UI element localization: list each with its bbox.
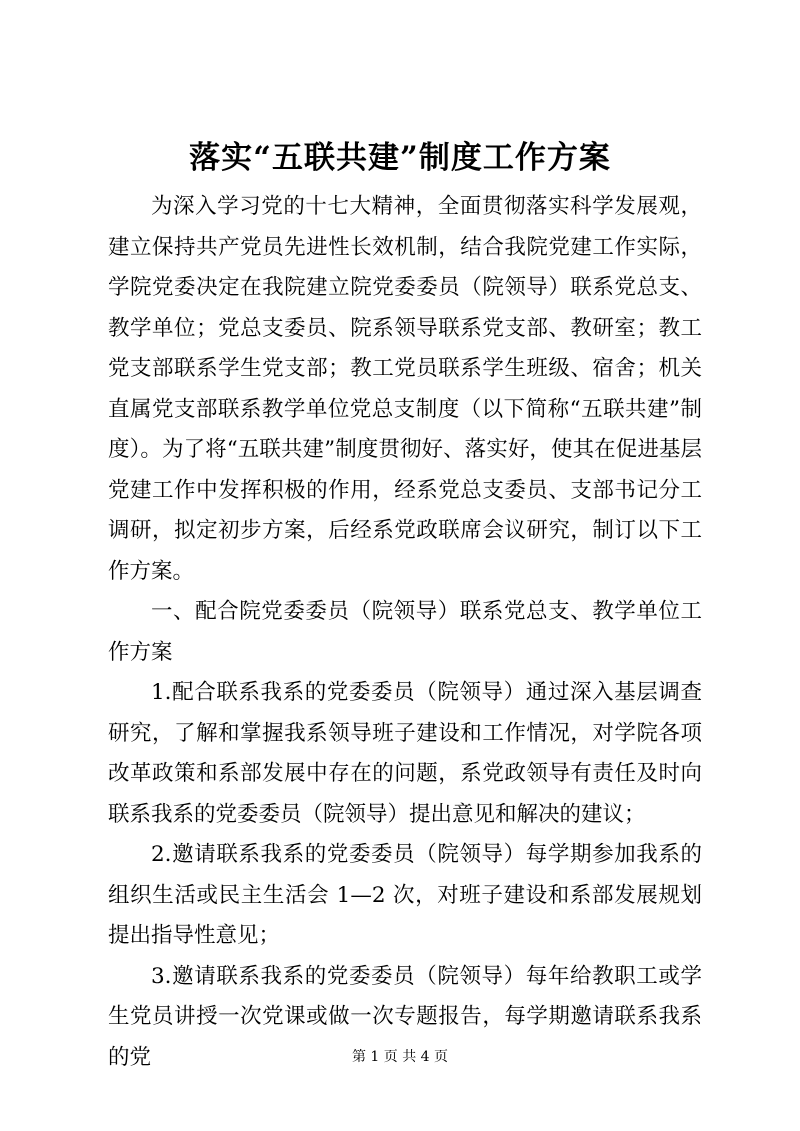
paragraph-item-3: 3.邀请联系我系的党委委员（院领导）每年给教职工或学生党员讲授一次党课或做一次专题报告，每学期邀请联系我系的党 bbox=[108, 963, 702, 1070]
section-heading-1: 一、配合院党委委员（院领导）联系党总支、教学单位工作方案 bbox=[108, 599, 702, 665]
page-number-footer: 第 1 页 共 4 页 bbox=[351, 1049, 449, 1065]
document-body bbox=[108, 187, 702, 1078]
paragraph-item-1: 1.配合联系我系的党委委员（院领导）通过深入基层调查研究，了解和掌握我系领导班子建设和工作情况，对学院各项改革政策和系部发展中存在的问题，系党政领导有责任及时向联系我系的党委委员（院领导）提出意见和解决的建议； bbox=[108, 680, 702, 827]
paragraph-intro: 为深入学习党的十七大精神，全面贯彻落实科学发展观，建立保持共产党员先进性长效机制，结合我院党建工作实际，学院党委决定在我院建立院党委委员（院领导）联系党总支、教学单位；党总支委员、院系领导联系党支部、教研室；教工党支部联系学生党支部；教工党员联系学生班级、宿舍；机关直属党支部联系教学单位党总支制度（以下简称“五联共建”制度）。为了将“五联共建”制度贯彻好、落实好，使其在促进基层党建工作中发挥积极的作用，经系党总支委员、支部书记分工调研，拟定初步方案，后经系党政联席会议研究，制订以下工作方案。 bbox=[108, 194, 702, 584]
paragraph-item-2: 2.邀请联系我系的党委委员（院领导）每学期参加我系的组织生活或民主生活会 1—2 次，对班子建设和系部发展规划提出指导性意见； bbox=[108, 842, 702, 948]
document-title: 落实“五联共建”制度工作方案 bbox=[189, 140, 611, 176]
